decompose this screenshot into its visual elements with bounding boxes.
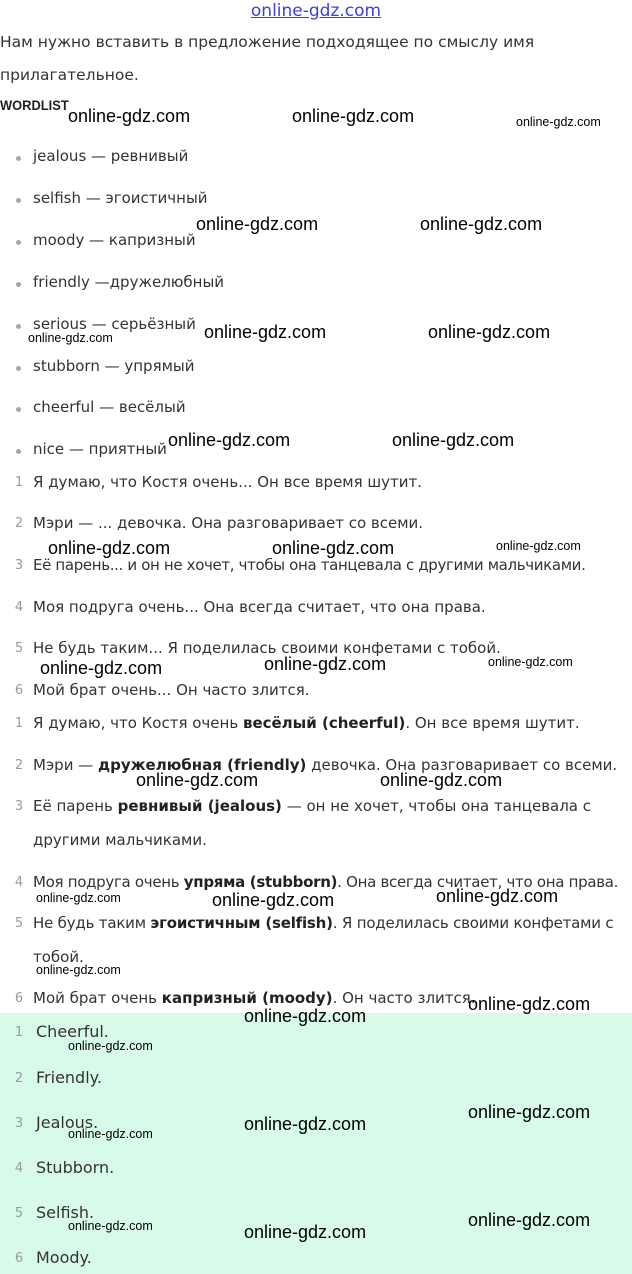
watermark-text: online-gdz.com (468, 1102, 591, 1122)
task-number: 5 (14, 641, 24, 656)
bullet-icon (16, 198, 21, 203)
bullet-icon (16, 366, 21, 371)
answer-number: 3 (14, 1116, 24, 1131)
watermark-text: online-gdz.com (436, 886, 559, 906)
answer-number: 4 (14, 1161, 24, 1176)
watermark-text: online-gdz.com (244, 1114, 367, 1134)
watermark-text: online-gdz.com (420, 214, 543, 234)
answer-text: Selfish. (36, 1203, 95, 1222)
list-item: selfish — эгоистичный (33, 189, 208, 207)
task-number: 3 (14, 558, 24, 573)
watermark-text: online-gdz.com (516, 115, 601, 129)
list-item: serious — серьёзный (33, 315, 196, 333)
watermark-text: online-gdz.com (48, 538, 171, 558)
translation-number: 6 (14, 991, 24, 1006)
answer-text: Friendly. (36, 1068, 102, 1087)
watermark-text: online-gdz.com (264, 654, 387, 674)
list-item: jealous — ревнивый (33, 147, 189, 165)
task-text: Не будь таким... Я поделилась своими конфетами с тобой. (33, 639, 501, 657)
translation-number: 5 (14, 916, 24, 931)
watermark-text: online-gdz.com (40, 658, 163, 678)
watermark-text: online-gdz.com (380, 770, 503, 790)
list-item: cheerful — весёлый (33, 398, 186, 416)
translation-text-continued: тобой. (33, 948, 84, 966)
watermark-text: online-gdz.com (36, 963, 121, 977)
bullet-icon (16, 324, 21, 329)
answer-text: Jealous. (36, 1113, 99, 1132)
watermark-text: online-gdz.com (468, 994, 591, 1014)
answer-text: Cheerful. (36, 1022, 109, 1041)
answer-text: Moody. (36, 1248, 92, 1267)
task-number: 2 (14, 516, 24, 531)
watermark-text: online-gdz.com (392, 430, 515, 450)
translation-number: 2 (14, 758, 24, 773)
watermark-text: online-gdz.com (196, 214, 319, 234)
task-text: Я думаю, что Костя очень... Он все время шутит. (33, 473, 423, 491)
site-watermark-link[interactable]: online-gdz.com (250, 1, 382, 21)
translation-text: Я думаю, что Костя очень весёлый (cheerful). Он все время шутит. (33, 714, 580, 732)
answer-number: 6 (14, 1251, 24, 1266)
watermark-text: online-gdz.com (468, 1210, 591, 1230)
translation-text: Моя подруга очень упряма (stubborn). Она всегда считает, что она права. (33, 873, 619, 891)
watermark-text: online-gdz.com (68, 1039, 153, 1053)
watermark-text: online-gdz.com (292, 106, 415, 126)
watermark-text: online-gdz.com (212, 890, 335, 910)
list-item: stubborn — упрямый (33, 357, 195, 375)
task-number: 4 (14, 600, 24, 615)
list-item: moody — капризный (33, 231, 196, 249)
task-number: 6 (14, 683, 24, 698)
answer-text: Stubborn. (36, 1158, 115, 1177)
watermark-text: online-gdz.com (204, 322, 327, 342)
watermark-text: online-gdz.com (244, 1006, 367, 1026)
task-text: Мэри — ... девочка. Она разговаривает со всеми. (33, 514, 424, 532)
task-text: Моя подруга очень... Она всегда считает, что она права. (33, 598, 486, 616)
watermark-text: online-gdz.com (488, 655, 573, 669)
bullet-icon (16, 156, 21, 161)
translation-number: 3 (14, 799, 24, 814)
bullet-icon (16, 240, 21, 245)
watermark-text: online-gdz.com (168, 430, 291, 450)
answer-number: 2 (14, 1071, 24, 1086)
bullet-icon (16, 407, 21, 412)
bullet-icon (16, 449, 21, 454)
translation-text-continued: другими мальчиками. (33, 831, 207, 849)
translation-text: Не будь таким эгоистичным (selfish). Я поделилась своими конфетами с (33, 914, 614, 932)
translation-text: Её парень ревнивый (jealous) — он не хочет, чтобы она танцевала с (33, 797, 592, 815)
translation-text: Мэри — дружелюбная (friendly) девочка. Она разговаривает со всеми. (33, 756, 618, 774)
bullet-icon (16, 282, 21, 287)
translation-number: 4 (14, 875, 24, 890)
watermark-text: online-gdz.com (496, 539, 581, 553)
watermark-text: online-gdz.com (428, 322, 551, 342)
task-text: Её парень... и он не хочет, чтобы она танцевала с другими мальчиками. (33, 556, 586, 574)
answer-number: 5 (14, 1206, 24, 1221)
watermark-text: online-gdz.com (68, 1219, 153, 1233)
watermark-text: online-gdz.com (136, 770, 259, 790)
list-item: nice — приятный (33, 440, 167, 458)
intro-line-1: Нам нужно вставить в предложение подходящее по смыслу имя (0, 33, 535, 51)
watermark-text: online-gdz.com (272, 538, 395, 558)
answer-number: 1 (14, 1025, 24, 1040)
translation-text: Мой брат очень капризный (moody). Он часто злится. (33, 989, 476, 1007)
wordlist-heading: WORDLIST (0, 97, 69, 113)
watermark-text: online-gdz.com (28, 331, 113, 345)
task-text: Мой брат очень... Он часто злится. (33, 681, 310, 699)
watermark-text: online-gdz.com (68, 1127, 153, 1141)
watermark-text: online-gdz.com (244, 1222, 367, 1242)
intro-line-2: прилагательное. (0, 66, 139, 84)
watermark-text: online-gdz.com (68, 106, 191, 126)
translation-number: 1 (14, 716, 24, 731)
list-item: friendly —дружелюбный (33, 273, 225, 291)
watermark-text: online-gdz.com (36, 891, 121, 905)
task-number: 1 (14, 475, 24, 490)
